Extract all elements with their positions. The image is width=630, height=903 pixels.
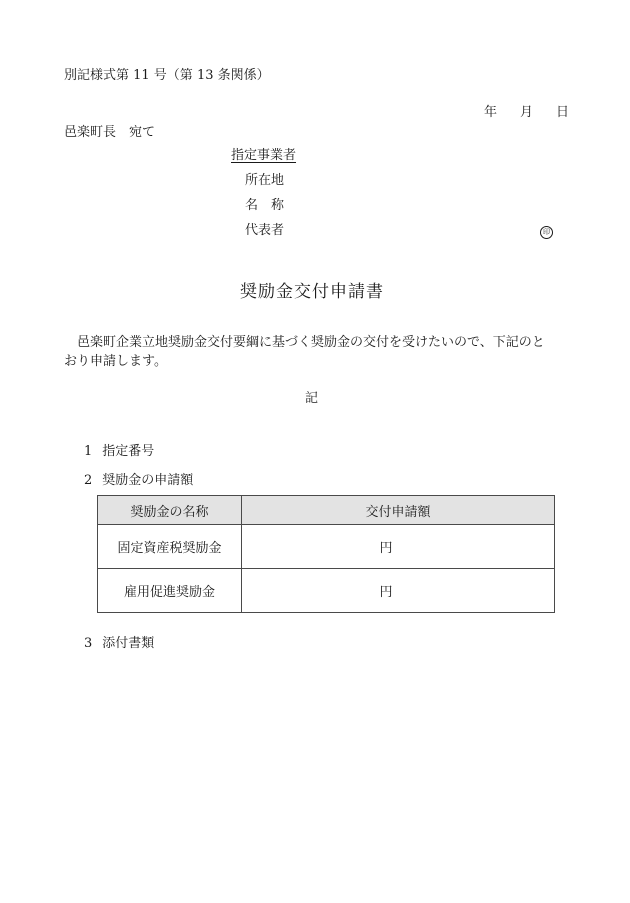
table-header-row bbox=[98, 496, 555, 525]
seal-text: 印 bbox=[540, 226, 553, 239]
body-line-2: おり申請します。 bbox=[64, 354, 167, 369]
item-2 bbox=[84, 474, 193, 487]
applicant-heading: 指定事業者 bbox=[231, 148, 297, 163]
column-header-amount: 交付申請額 bbox=[242, 496, 555, 525]
date-day-label: 日 bbox=[556, 105, 570, 120]
body-line-1: 邑楽町企業立地奨励金交付要綱に基づく奨励金の交付を受けたいので、下記のと bbox=[77, 335, 545, 350]
application-amount-table bbox=[97, 495, 555, 613]
addressee: 邑楽町長 宛て bbox=[64, 125, 156, 140]
body-text bbox=[64, 336, 545, 368]
table-row bbox=[98, 525, 555, 569]
representative-label: 代表者 bbox=[245, 223, 285, 238]
ki-label: 記 bbox=[305, 391, 319, 406]
item-label: 添付書類 bbox=[102, 636, 155, 651]
address-label: 所在地 bbox=[245, 173, 285, 188]
item-number: 2 bbox=[84, 473, 93, 488]
item-label: 指定番号 bbox=[102, 444, 155, 459]
seal-mark-icon bbox=[540, 224, 553, 239]
column-header-name: 奨励金の名称 bbox=[98, 496, 242, 525]
incentive-name-cell: 固定資産税奨励金 bbox=[98, 525, 242, 569]
item-label: 奨励金の申請額 bbox=[102, 473, 194, 488]
amount-cell bbox=[242, 525, 555, 569]
item-number: 3 bbox=[84, 636, 93, 651]
name-label: 名 称 bbox=[245, 198, 285, 213]
date-year-label: 年 bbox=[484, 105, 498, 120]
item-1 bbox=[84, 445, 154, 458]
table-row bbox=[98, 569, 555, 613]
amount-cell bbox=[242, 569, 555, 613]
yen-unit: 円 bbox=[379, 541, 393, 556]
form-number: 別記様式第 11 号（第 13 条関係） bbox=[64, 68, 270, 83]
document-title: 奨励金交付申請書 bbox=[240, 282, 384, 302]
date-month-label: 月 bbox=[520, 105, 534, 120]
item-number: 1 bbox=[84, 444, 93, 459]
incentive-name-cell: 雇用促進奨励金 bbox=[98, 569, 242, 613]
item-3 bbox=[84, 637, 154, 650]
yen-unit: 円 bbox=[379, 585, 393, 600]
